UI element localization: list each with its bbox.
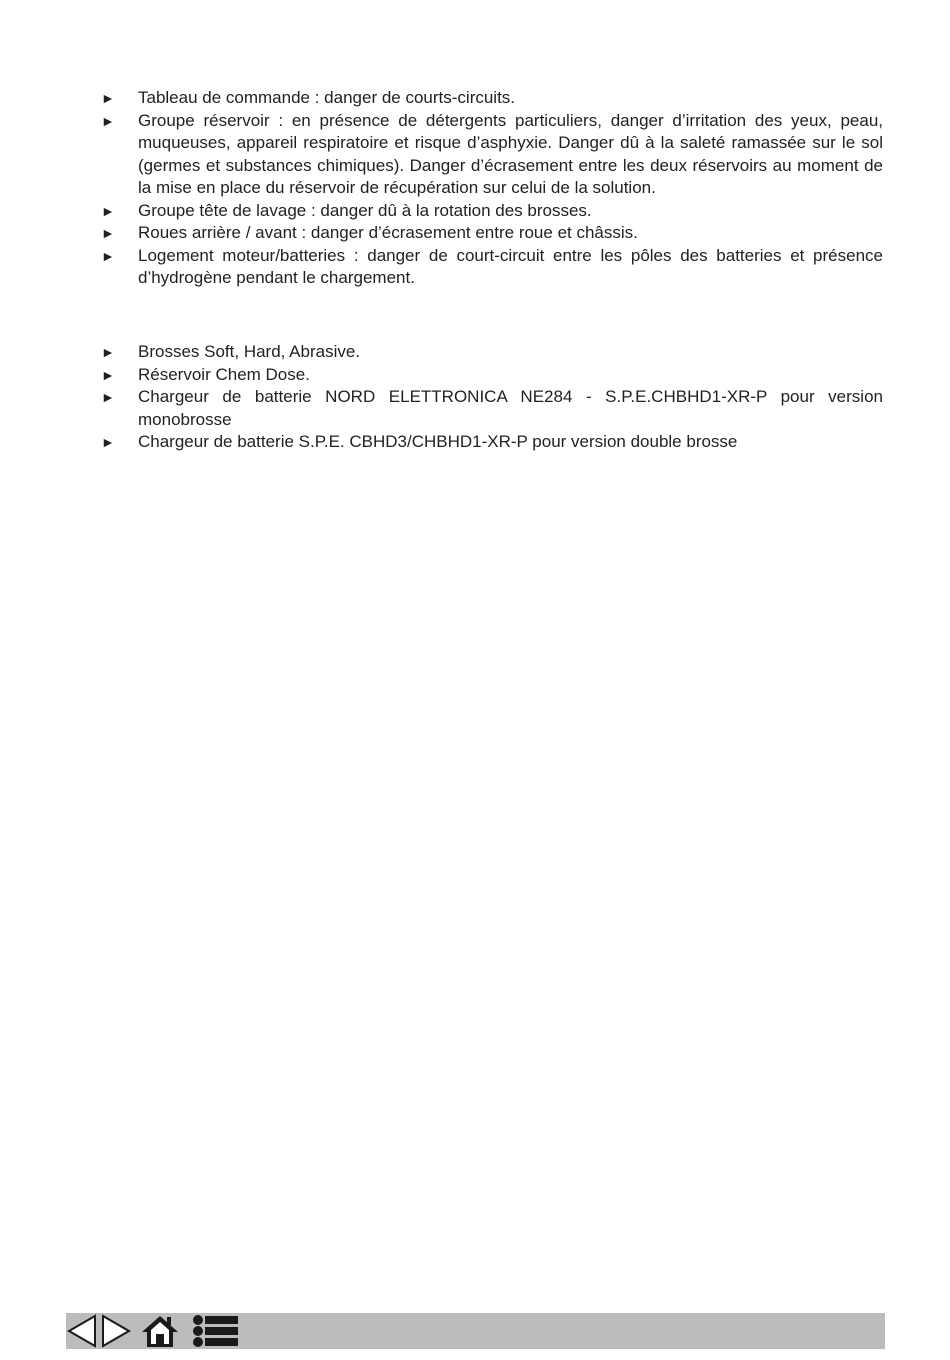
list-item <box>101 110 883 200</box>
list-item-text: Groupe tête de lavage : danger dû à la rotation des brosses. <box>138 200 592 220</box>
danger-zones-list <box>101 87 883 290</box>
accessories-list <box>101 341 883 454</box>
list-item <box>101 341 883 364</box>
list-item-text: Roues arrière / avant : danger d’écrasement entre roue et châssis. <box>138 223 638 242</box>
list-item <box>101 431 883 454</box>
triangle-bullet-icon: ► <box>101 344 115 360</box>
triangle-right-icon <box>100 1313 132 1349</box>
triangle-left-icon <box>66 1313 98 1349</box>
list-icon <box>191 1313 240 1349</box>
list-item-text: Chargeur de batterie NORD ELETTRONICA NE284 - S.P.E.CHBHD1-XR-P pour version monobrosse <box>138 387 883 429</box>
list-item <box>101 200 883 223</box>
triangle-bullet-icon: ► <box>101 225 115 241</box>
triangle-bullet-icon: ► <box>101 389 115 405</box>
list-item-text: Réservoir Chem Dose. <box>138 364 310 384</box>
table-of-contents-button[interactable] <box>191 1313 240 1349</box>
list-item <box>101 245 883 290</box>
triangle-bullet-icon: ► <box>101 247 115 264</box>
list-item-text: Tableau de commande : danger de courts-circuits. <box>138 88 516 107</box>
next-page-button[interactable] <box>100 1313 132 1349</box>
list-item <box>101 364 883 387</box>
footer-navigation-bar <box>66 1313 885 1349</box>
triangle-bullet-icon: ► <box>101 90 115 106</box>
list-item <box>101 87 883 110</box>
triangle-bullet-icon: ► <box>101 366 115 383</box>
home-button[interactable] <box>140 1313 180 1349</box>
list-item <box>101 386 883 431</box>
triangle-bullet-icon: ► <box>101 202 115 219</box>
list-item-text: Chargeur de batterie S.P.E. CBHD3/CHBHD1-XR-P pour version double brosse <box>138 432 738 451</box>
home-icon <box>140 1313 180 1349</box>
previous-page-button[interactable] <box>66 1313 98 1349</box>
triangle-bullet-icon: ► <box>101 434 115 450</box>
list-item-text: Brosses Soft, Hard, Abrasive. <box>138 342 361 361</box>
list-item-text: Logement moteur/batteries : danger de court-circuit entre les pôles des batteries et présence d’hydrogène pendant le chargement. <box>138 245 883 287</box>
triangle-bullet-icon: ► <box>101 112 115 129</box>
list-item-text: Groupe réservoir : en présence de détergents particuliers, danger d’irritation des yeux, peau, muqueuses, appareil respiratoire et risque d’asphyxie. Danger dû à la saleté ramassée sur le sol (germes et substances chimiques). Danger d’écrasement entre les deux réservoirs au moment de la mise en place du réservoir de récupération sur celui de la solution. <box>138 110 883 197</box>
list-item <box>101 222 883 245</box>
